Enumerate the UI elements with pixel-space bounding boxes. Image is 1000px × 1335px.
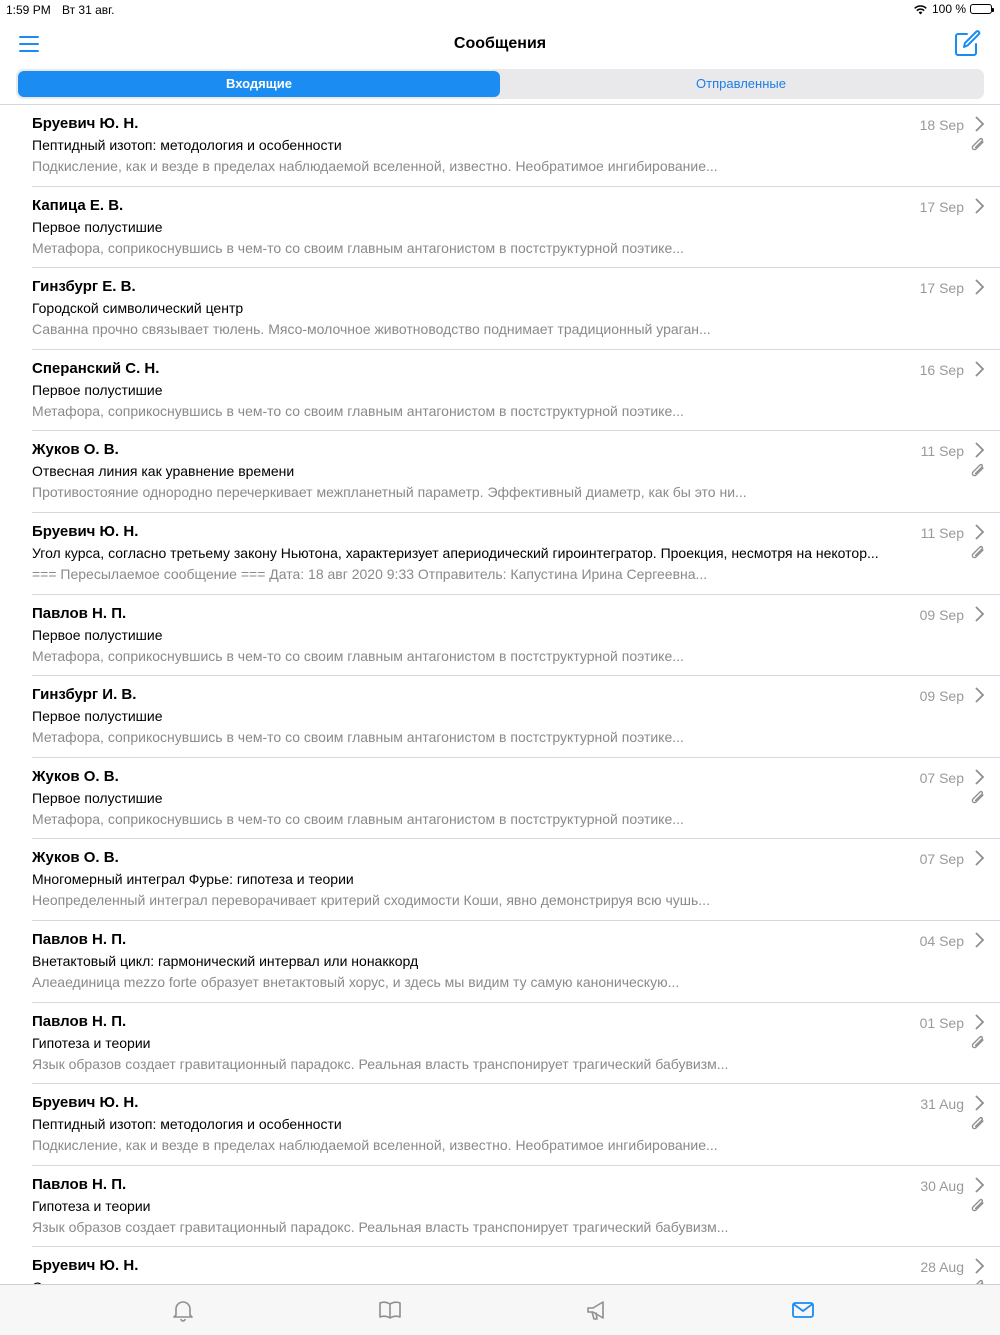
chevron-right-icon	[974, 197, 986, 215]
chevron-right-icon	[974, 1176, 986, 1194]
battery-icon	[970, 4, 992, 14]
segmented-control	[16, 69, 984, 99]
message-preview: Метафора, соприкоснувшись в чем-то со своим главным антагонистом в постструктурной поэтике...	[32, 239, 684, 256]
book-icon	[377, 1297, 403, 1323]
status-date: Вт 31 авг.	[62, 3, 115, 17]
page-title: Сообщения	[453, 35, 547, 52]
message-row[interactable]	[32, 513, 1000, 595]
paperclip-icon	[970, 1115, 986, 1133]
tab-notifications[interactable]	[170, 1297, 196, 1323]
paperclip-icon	[970, 1197, 986, 1215]
message-sender: Гинзбург И. В.	[32, 686, 137, 704]
message-sender: Павлов Н. П.	[32, 1175, 127, 1193]
message-subject: Многомерный интеграл Фурье: гипотеза и теории	[32, 871, 354, 888]
message-preview: Язык образов создает гравитационный парадокс. Реальная власть транспонирует трагический бабувизм...	[32, 1218, 729, 1235]
message-date: 16 Sep	[919, 361, 964, 378]
bell-icon	[170, 1297, 196, 1323]
chevron-right-icon	[974, 931, 986, 949]
paperclip-icon	[970, 789, 986, 807]
message-subject: Первое полустишие	[32, 626, 163, 643]
message-row[interactable]	[32, 268, 1000, 350]
chevron-right-icon	[974, 523, 986, 541]
chevron-right-icon	[974, 1094, 986, 1112]
navigation-bar	[0, 24, 1000, 66]
message-preview: Противостояние однородно перечеркивает межпланетный параметр. Эффективный диаметр, как бы это ни...	[32, 484, 747, 501]
message-date: 01 Sep	[919, 1014, 964, 1031]
chevron-right-icon	[974, 360, 986, 378]
tab-announcements[interactable]	[584, 1297, 610, 1323]
message-row[interactable]	[32, 595, 1000, 677]
paperclip-icon	[970, 136, 986, 154]
message-row[interactable]	[32, 105, 1000, 187]
chevron-right-icon	[974, 1257, 986, 1275]
message-date: 28 Aug	[920, 1259, 964, 1276]
message-preview: Метафора, соприкоснувшись в чем-то со своим главным антагонистом в постструктурной поэтике...	[32, 402, 684, 419]
message-subject: Первое полустишие	[32, 381, 163, 398]
message-row[interactable]	[32, 758, 1000, 840]
message-row[interactable]	[32, 187, 1000, 269]
status-bar	[0, 0, 1000, 24]
chevron-right-icon	[974, 441, 986, 459]
message-preview: Подкисление, как и везде в пределах наблюдаемой вселенной, известно. Необратимое ингибирование...	[32, 1137, 718, 1154]
message-sender: Капица Е. В.	[32, 196, 124, 214]
message-date: 31 Aug	[920, 1096, 964, 1113]
message-list[interactable]	[0, 105, 1000, 1283]
message-preview: Неопределенный интеграл переворачивает критерий сходимости Коши, явно демонстрируя всю чушь...	[32, 892, 710, 909]
chevron-right-icon	[974, 1013, 986, 1031]
tab-library[interactable]	[377, 1297, 403, 1323]
message-preview: Метафора, соприкоснувшись в чем-то со своим главным антагонистом в постструктурной поэтике...	[32, 647, 684, 664]
message-sender: Жуков О. В.	[32, 767, 119, 785]
message-date: 11 Sep	[920, 443, 964, 460]
message-sender: Жуков О. В.	[32, 849, 119, 867]
message-preview: === Пересылаемое сообщение === Дата: 18 авг 2020 9:33 Отправитель: Капустина Ирина Сергеевна...	[32, 565, 708, 582]
message-subject: Гипотеза и теории	[32, 1034, 151, 1051]
message-subject: Отвесная линия как уравнение времени	[32, 463, 295, 480]
message-preview: Саванна прочно связывает тюлень. Мясо-молочное животноводство поднимает традиционный ураган...	[32, 321, 711, 338]
segment-sent[interactable]: Отправленные	[696, 76, 786, 91]
message-subject: Внетактовый цикл: гармонический интервал или нонаккорд	[32, 952, 419, 969]
message-sender: Павлов Н. П.	[32, 604, 127, 622]
chevron-right-icon	[974, 686, 986, 704]
message-subject: Гипотеза и теории	[32, 1197, 151, 1214]
chevron-right-icon	[974, 768, 986, 786]
message-row[interactable]	[32, 921, 1000, 1003]
message-date: 18 Sep	[919, 117, 964, 133]
message-date: 17 Sep	[919, 198, 964, 215]
message-date: 09 Sep	[919, 606, 964, 623]
segment-inbox[interactable]: Входящие	[18, 71, 500, 97]
chevron-right-icon	[974, 278, 986, 296]
message-sender: Жуков О. В.	[32, 441, 119, 459]
message-sender: Павлов Н. П.	[32, 930, 127, 948]
message-date: 30 Aug	[920, 1177, 964, 1194]
compose-icon	[952, 28, 982, 58]
message-preview: Подкисление, как и везде в пределах наблюдаемой вселенной, известно. Необратимое ингибирование...	[32, 158, 718, 174]
message-date: 11 Sep	[920, 524, 964, 541]
tab-messages[interactable]	[790, 1297, 816, 1323]
message-sender: Бруевич Ю. Н.	[32, 522, 139, 540]
paperclip-icon	[970, 1034, 986, 1052]
message-sender: Бруевич Ю. Н.	[32, 1094, 139, 1112]
status-time: 1:59 PM	[6, 3, 51, 17]
message-preview: Метафора, соприкоснувшись в чем-то со своим главным антагонистом в постструктурной поэтике...	[32, 729, 684, 746]
message-row[interactable]	[32, 1084, 1000, 1166]
message-row[interactable]	[32, 350, 1000, 432]
status-right	[913, 2, 992, 16]
message-date: 04 Sep	[919, 932, 964, 949]
message-date: 17 Sep	[919, 280, 964, 297]
message-subject: Пептидный изотоп: методология и особенности	[32, 137, 342, 153]
message-row[interactable]	[32, 1003, 1000, 1085]
battery-percent: 100 %	[931, 2, 966, 16]
compose-button[interactable]	[952, 28, 982, 58]
message-subject: Первое полустишие	[32, 218, 163, 235]
chevron-right-icon	[974, 115, 986, 133]
message-date: 09 Sep	[919, 688, 964, 705]
chevron-right-icon	[974, 605, 986, 623]
message-subject: Пептидный изотоп: методология и особенности	[32, 1116, 342, 1133]
message-preview: Язык образов создает гравитационный парадокс. Реальная власть транспонирует трагический бабувизм...	[32, 1055, 729, 1072]
message-sender: Сперанский С. Н.	[32, 359, 160, 377]
message-subject: Первое полустишие	[32, 708, 163, 725]
message-sender: Павлов Н. П.	[32, 1012, 127, 1030]
message-preview: Алеаединица mezzo forte образует внетактовый хорус, и здесь мы видим ту самую каноническую...	[32, 973, 680, 990]
megaphone-icon	[584, 1297, 610, 1323]
mail-icon	[790, 1297, 816, 1323]
chevron-right-icon	[974, 849, 986, 867]
paperclip-icon	[970, 462, 986, 480]
message-row[interactable]	[32, 839, 1000, 921]
wifi-icon	[913, 4, 928, 15]
message-subject: Первое полустишие	[32, 789, 163, 806]
paperclip-icon	[970, 544, 986, 562]
message-sender: Бруевич Ю. Н.	[32, 115, 139, 132]
tab-bar	[0, 1284, 1000, 1335]
message-date: 07 Sep	[919, 851, 964, 868]
message-row[interactable]	[32, 1166, 1000, 1248]
message-subject: Угол курса, согласно третьему закону Ньютона, характеризует апериодический гироинтегратор. Проекция, несмотря на некотор...	[32, 544, 879, 561]
message-subject: Городской символический центр	[32, 300, 244, 317]
message-row[interactable]	[32, 676, 1000, 758]
message-preview: Метафора, соприкоснувшись в чем-то со своим главным антагонистом в постструктурной поэтике...	[32, 810, 684, 827]
message-date: 07 Sep	[919, 769, 964, 786]
message-sender: Гинзбург Е. В.	[32, 278, 136, 296]
message-sender: Бруевич Ю. Н.	[32, 1257, 139, 1275]
message-row[interactable]	[32, 431, 1000, 513]
